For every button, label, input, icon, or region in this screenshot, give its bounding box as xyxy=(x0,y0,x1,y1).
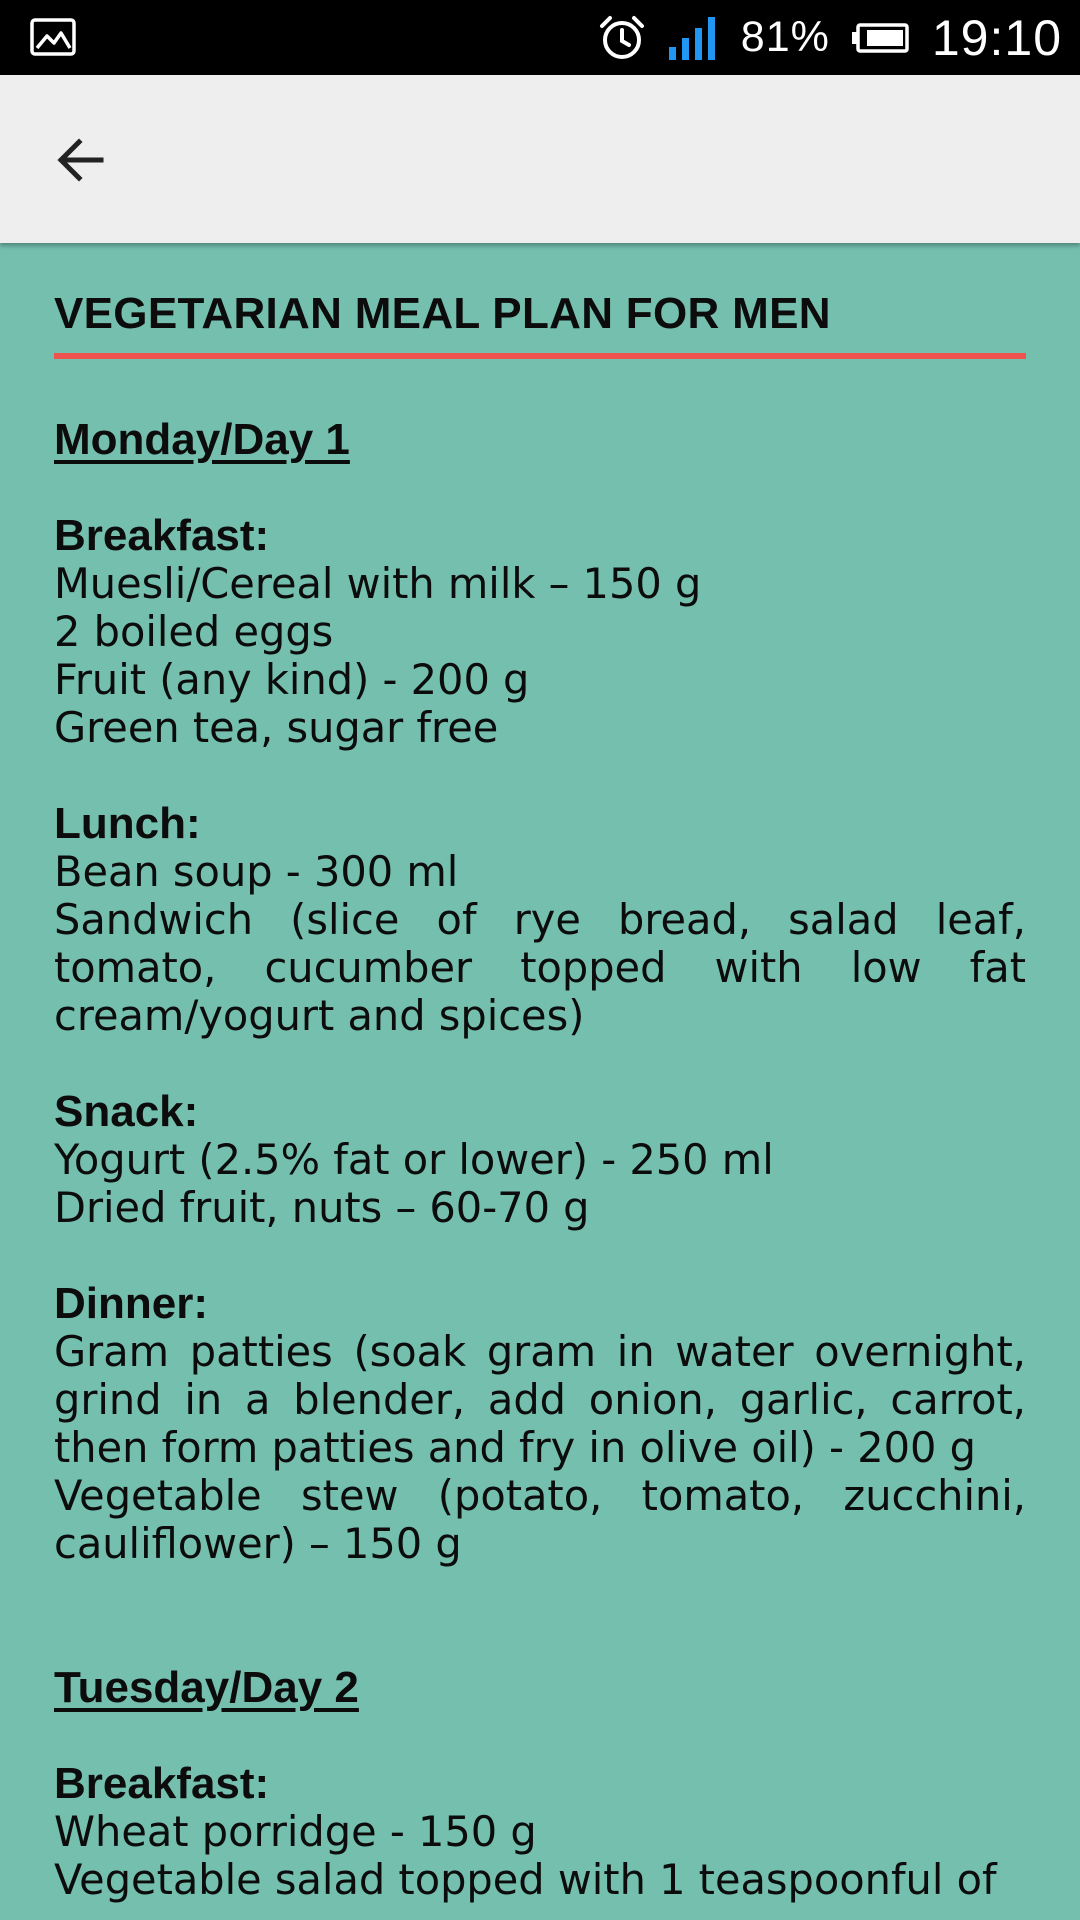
meal-item: Vegetable salad topped with 1 teaspoonful of xyxy=(54,1855,997,1904)
meal-dinner xyxy=(54,1280,1026,1568)
meal-item: Wheat porridge - 150 g xyxy=(54,1807,537,1856)
status-bar xyxy=(0,0,1080,75)
day-heading: Monday/Day 1 xyxy=(54,415,350,464)
gallery-icon xyxy=(30,18,76,56)
arrow-back-icon xyxy=(53,132,109,188)
meal-item: Fruit (any kind) - 200 g xyxy=(54,655,530,704)
meal-breakfast xyxy=(54,1760,1026,1904)
battery-icon xyxy=(850,22,910,54)
meal-title: Snack: xyxy=(54,1087,199,1136)
meal-item: 2 boiled eggs xyxy=(54,607,334,656)
app-bar xyxy=(0,75,1080,243)
clock: 19:10 xyxy=(931,9,1062,66)
signal-icon xyxy=(667,15,721,61)
meal-title: Breakfast: xyxy=(54,511,270,560)
page-title: VEGETARIAN MEAL PLAN FOR MEN xyxy=(54,289,831,338)
meal-snack xyxy=(54,1088,1026,1232)
meal-title: Lunch: xyxy=(54,799,201,848)
meal-title: Dinner: xyxy=(54,1279,208,1328)
meal-plan-text xyxy=(54,416,1026,1920)
meal-item: Yogurt (2.5% fat or lower) - 250 ml xyxy=(54,1135,774,1184)
meal-item: Vegetable stew (potato, tomato, zucchini, cauliflower) – 150 g xyxy=(54,1471,1026,1568)
meal-item: Dried fruit, nuts – 60-70 g xyxy=(54,1183,590,1232)
status-indicators xyxy=(597,0,1062,75)
day-heading: Tuesday/Day 2 xyxy=(54,1663,359,1712)
day-spacer xyxy=(54,1616,1026,1664)
meal-title: Breakfast: xyxy=(54,1759,270,1808)
meal-item: Bean soup - 300 ml xyxy=(54,847,459,896)
alarm-icon xyxy=(597,13,647,63)
meal-lunch xyxy=(54,800,1026,1040)
meal-breakfast xyxy=(54,512,1026,752)
meal-item: Green tea, sugar free xyxy=(54,703,499,752)
back-button[interactable] xyxy=(40,119,122,201)
battery-percent: 81% xyxy=(740,13,830,61)
meal-item: Gram patties (soak gram in water overnight, grind in a blender, add onion, garlic, carrot, then form patties and fry in olive oil) - 200 g xyxy=(54,1327,1026,1472)
title-divider xyxy=(54,353,1026,359)
meal-item: Muesli/Cereal with milk – 150 g xyxy=(54,559,702,608)
article-content[interactable] xyxy=(0,243,1080,1920)
meal-item: Sandwich (slice of rye bread, salad leaf, tomato, cucumber topped with low fat cream/yogurt and spices) xyxy=(54,895,1026,1040)
